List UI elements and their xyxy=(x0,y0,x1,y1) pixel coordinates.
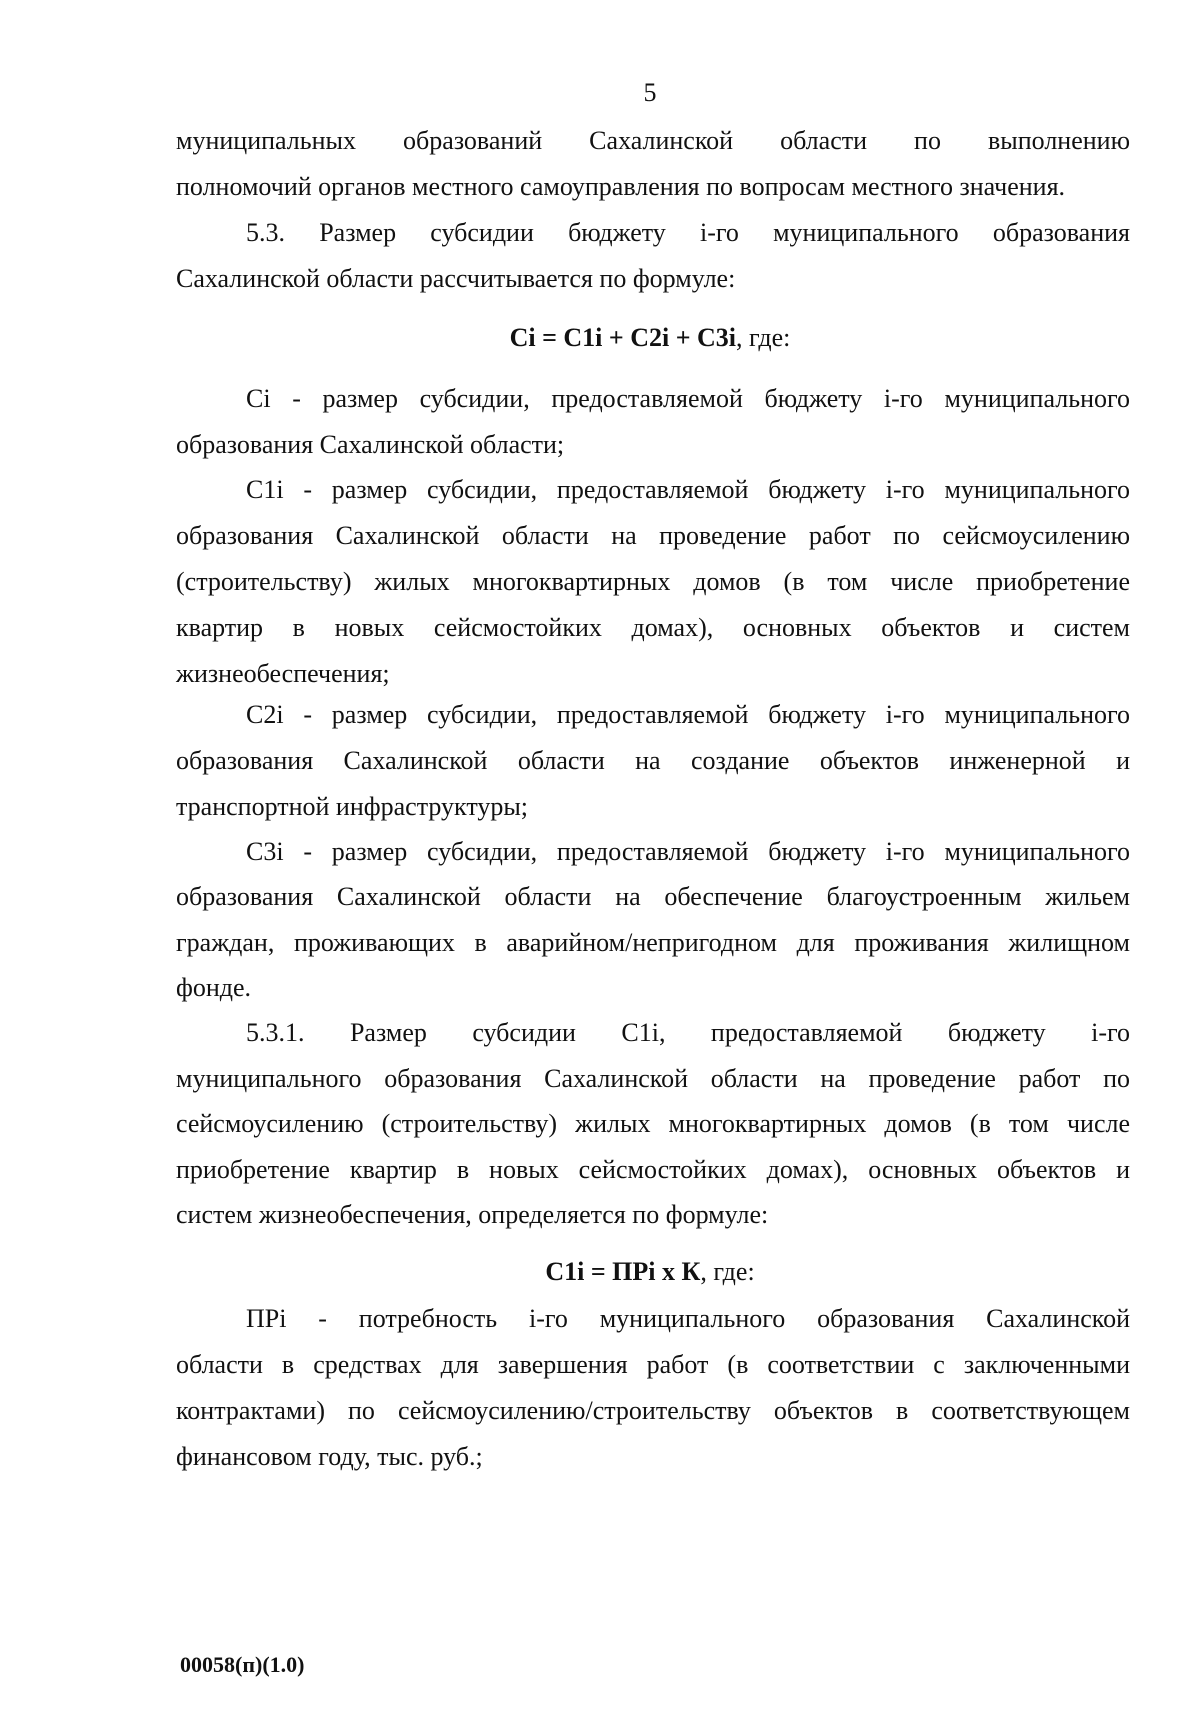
text-line: образования Сахалинской области на обеспечение благоустроенным жильем xyxy=(176,882,1130,911)
text-line: граждан, проживающих в аварийном/непригодном для проживания жилищном xyxy=(176,928,1130,957)
text-line: (строительству) жилых многоквартирных домов (в том числе приобретение xyxy=(176,567,1130,596)
formula-suffix: , где: xyxy=(736,323,791,352)
text-line: полномочий органов местного самоуправления по вопросам местного значения. xyxy=(176,172,1066,201)
text-line: транспортной инфраструктуры; xyxy=(176,792,529,821)
text-line: фонде. xyxy=(176,973,252,1002)
page-number: 5 xyxy=(643,78,657,107)
text-line: ПРi - потребность i-го муниципального образования Сахалинской xyxy=(246,1304,1130,1333)
text-line: контрактами) по сейсмоусилению/строительству объектов в соответствующем xyxy=(176,1396,1130,1425)
text-line: C3i - размер субсидии, предоставляемой бюджету i-го муниципального xyxy=(246,837,1130,866)
text-line: C1i - размер субсидии, предоставляемой бюджету i-го муниципального xyxy=(246,475,1130,504)
text-line: финансовом году, тыс. руб.; xyxy=(176,1442,483,1471)
text-line: образования Сахалинской области на создание объектов инженерной и xyxy=(176,746,1130,775)
text-line: Ci - размер субсидии, предоставляемой бюджету i-го муниципального xyxy=(246,384,1130,413)
text-line: сейсмоусилению (строительству) жилых многоквартирных домов (в том числе xyxy=(176,1109,1130,1138)
text-line: Сахалинской области рассчитывается по формуле: xyxy=(176,264,736,293)
formula-ci xyxy=(0,323,1200,353)
text-line: C2i - размер субсидии, предоставляемой бюджету i-го муниципального xyxy=(246,700,1130,729)
formula-expression: C1i = ПРi x К xyxy=(545,1257,701,1286)
text-line: муниципального образования Сахалинской области на проведение работ по xyxy=(176,1064,1130,1093)
text-line: области в средствах для завершения работ (в соответствии с заключенными xyxy=(176,1350,1130,1379)
formula-c1i xyxy=(0,1257,1200,1287)
text-line: систем жизнеобеспечения, определяется по формуле: xyxy=(176,1200,769,1229)
formula-suffix: , где: xyxy=(700,1257,755,1286)
text-line: образования Сахалинской области на проведение работ по сейсмоусилению xyxy=(176,521,1130,550)
document-code: 00058(п)(1.0) xyxy=(180,1652,305,1677)
text-line: образования Сахалинской области; xyxy=(176,430,565,459)
text-line: 5.3.1. Размер субсидии C1i, предоставляемой бюджету i-го xyxy=(246,1018,1130,1047)
text-line: приобретение квартир в новых сейсмостойких домах), основных объектов и xyxy=(176,1155,1130,1184)
text-line: жизнеобеспечения; xyxy=(176,659,390,688)
text-line: 5.3. Размер субсидии бюджету i-го муниципального образования xyxy=(246,218,1130,247)
formula-expression: Ci = C1i + C2i + C3i xyxy=(509,323,737,352)
text-line: муниципальных образований Сахалинской области по выполнению xyxy=(176,126,1130,155)
text-line: квартир в новых сейсмостойких домах), основных объектов и систем xyxy=(176,613,1130,642)
